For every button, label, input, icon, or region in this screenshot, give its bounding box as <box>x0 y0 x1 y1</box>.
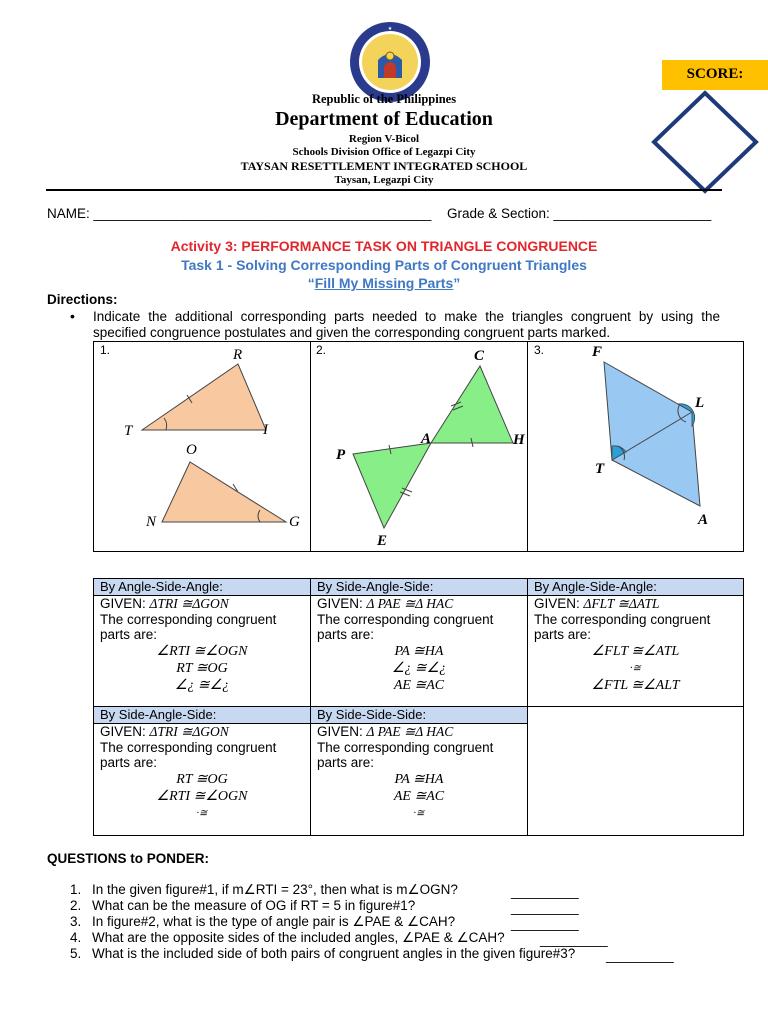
part-line: ·≅ <box>413 807 425 819</box>
given-line: GIVEN: ΔTRI ≅ΔGON <box>100 596 229 611</box>
answer-cell-empty <box>527 706 744 836</box>
question-1 <box>70 882 458 898</box>
division-line: Schools Division Office of Legazpi City <box>292 146 476 158</box>
part-line: ∠RTI ≅∠OGN <box>156 788 248 804</box>
label-L: L <box>695 395 705 411</box>
part-line: ∠RTI ≅∠OGN <box>156 643 248 659</box>
question-number: 3. <box>70 914 82 929</box>
part-line: ∠FTL ≅∠ALT <box>591 677 680 693</box>
answer-blank-2[interactable]: _________ <box>511 900 579 915</box>
cell-heading: By Angle-Side-Angle: <box>528 579 743 596</box>
answer-blank-5[interactable]: _________ <box>606 948 674 963</box>
parts-intro: The corresponding congruent parts are: <box>317 739 494 770</box>
region-line: Region V-Bicol <box>348 133 420 145</box>
department-title: Department of Education <box>275 108 493 130</box>
parts-intro: The corresponding congruent parts are: <box>317 611 494 642</box>
score-label: SCORE: <box>686 66 744 82</box>
quote-open: “ <box>307 275 315 291</box>
label-P: P <box>336 447 346 463</box>
grade-section-field[interactable]: Grade & Section: _____________________ <box>447 206 712 221</box>
part-line: ∠¿ ≅∠¿ <box>174 677 230 693</box>
part-line: ·≅ <box>630 662 641 674</box>
cell-heading: By Side-Angle-Side: <box>94 707 310 724</box>
figure-3-quadrilateral <box>528 342 743 551</box>
figure-number-2: 2. <box>316 343 327 357</box>
question-2 <box>70 898 415 913</box>
given-line: GIVEN: ΔFLT ≅ΔATL <box>534 596 660 611</box>
triangle-pae <box>353 443 431 528</box>
answer-blank-4[interactable]: _________ <box>540 932 608 947</box>
part-line: PA ≅HA <box>394 643 444 659</box>
question-4 <box>70 930 505 946</box>
label-R: R <box>233 347 243 363</box>
directions-text: Indicate the additional corresponding parts needed to make the triangles congruent by using the specified congruence postulates and given the corresponding congruent parts marked. <box>93 309 720 340</box>
answer-blank-1[interactable]: _________ <box>511 884 579 899</box>
republic-line: Republic of the Philippines <box>311 92 457 106</box>
question-text: What can be the measure of OG if RT = 5 in figure#1? <box>92 898 416 913</box>
subtitle-text: Fill My Missing Parts <box>314 275 454 291</box>
part-line: ·≅ <box>196 807 208 819</box>
triangle-tri <box>142 364 266 430</box>
question-text: In figure#2, what is the type of angle pair is ∠PAE & ∠CAH? <box>92 914 456 929</box>
directions-label: Directions: <box>47 292 118 307</box>
label-F: F <box>592 344 603 360</box>
part-line: PA ≅HA <box>394 771 444 787</box>
given-line: GIVEN: Δ PAE ≅Δ HAC <box>317 724 454 739</box>
school-address: Taysan, Legazpi City <box>334 174 434 186</box>
question-text: What is the included side of both pairs of congruent angles in the given figure#3? <box>92 946 576 961</box>
triangle-gon <box>162 462 286 522</box>
cell-heading: By Angle-Side-Angle: <box>94 579 310 596</box>
given-line: GIVEN: ΔTRI ≅ΔGON <box>100 724 229 739</box>
school-name: TAYSAN RESETTLEMENT INTEGRATED SCHOOL <box>240 159 528 173</box>
label-A: A <box>421 431 432 447</box>
question-5 <box>70 946 575 961</box>
directions-bullet: • <box>70 308 75 324</box>
cell-heading: By Side-Side-Side: <box>311 707 527 724</box>
question-text: In the given figure#1, if m∠RTI = 23°, then what is m∠OGN? <box>92 882 458 897</box>
questions-heading: QUESTIONS to PONDER: <box>47 851 210 866</box>
label-A3: A <box>698 512 709 528</box>
task-title: Task 1 - Solving Corresponding Parts of Congruent Triangles <box>181 257 587 273</box>
answer-cell-asa-1[interactable] <box>93 578 311 707</box>
question-number: 4. <box>70 930 82 945</box>
triangle-hac <box>431 366 513 443</box>
figure-number-3: 3. <box>534 343 545 357</box>
question-text: What are the opposite sides of the included angles, ∠PAE & ∠CAH? <box>92 930 505 945</box>
question-number: 5. <box>70 946 82 961</box>
answer-cell-asa-3[interactable] <box>527 578 744 707</box>
task-subtitle <box>0 275 768 291</box>
part-line: RT ≅OG <box>176 771 228 787</box>
quad-fltа <box>604 362 700 506</box>
part-line: AE ≅AC <box>393 788 445 804</box>
figure-1-triangles <box>94 342 310 551</box>
cell-heading: By Side-Angle-Side: <box>311 579 527 596</box>
figure-number-1: 1. <box>100 343 111 357</box>
label-H: H <box>513 432 525 448</box>
parts-intro: The corresponding congruent parts are: <box>100 739 277 770</box>
question-3 <box>70 914 455 930</box>
label-I: I <box>263 422 268 438</box>
label-T: T <box>124 423 133 439</box>
quote-close: ” <box>453 275 461 291</box>
given-line: GIVEN: Δ PAE ≅Δ HAC <box>317 596 454 611</box>
question-number: 1. <box>70 882 82 897</box>
parts-intro: The corresponding congruent parts are: <box>100 611 277 642</box>
question-number: 2. <box>70 898 82 913</box>
answer-cell-sas-1[interactable] <box>93 706 311 836</box>
label-E: E <box>377 533 388 549</box>
label-C: C <box>474 348 485 364</box>
part-line: ∠FLT ≅∠ATL <box>591 643 680 659</box>
part-line: RT ≅OG <box>176 660 228 676</box>
label-T3: T <box>595 461 605 477</box>
part-line: ∠¿ ≅∠¿ <box>391 660 447 676</box>
label-G: G <box>289 514 300 530</box>
header-divider <box>46 189 722 191</box>
name-field[interactable]: NAME: _____________________________________________ <box>47 206 432 221</box>
label-O: O <box>186 442 197 458</box>
answer-cell-sss-2[interactable] <box>310 706 528 836</box>
label-N: N <box>146 514 157 530</box>
part-line: AE ≅AC <box>393 677 445 693</box>
parts-intro: The corresponding congruent parts are: <box>534 611 711 642</box>
activity-title: Activity 3: PERFORMANCE TASK ON TRIANGLE CONGRUENCE <box>170 238 598 254</box>
answer-cell-sas-2[interactable] <box>310 578 528 707</box>
answer-blank-3[interactable]: _________ <box>511 916 579 931</box>
svg-text:★: ★ <box>387 26 393 32</box>
